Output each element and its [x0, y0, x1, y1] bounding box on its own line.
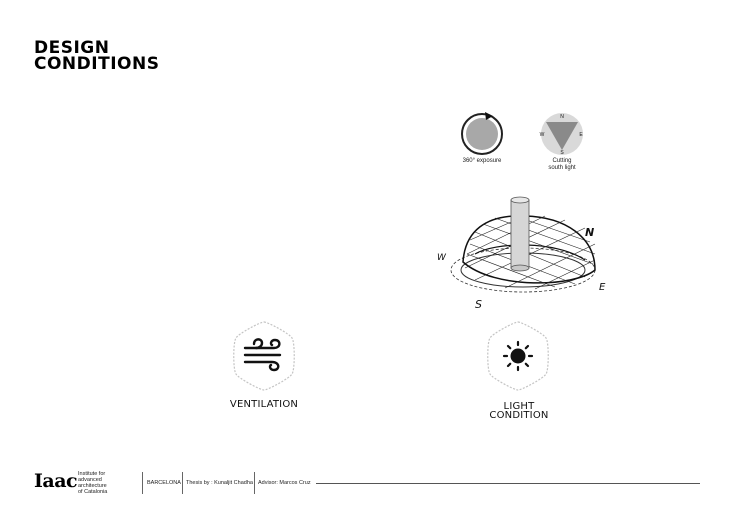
compass-triangle-icon — [537, 110, 587, 160]
institute-line-3: architecture — [78, 483, 107, 489]
model-west: W — [437, 253, 446, 263]
footer — [0, 470, 730, 500]
model-north: N — [585, 226, 595, 239]
compass-n: N — [560, 114, 564, 120]
light-condition-label — [469, 402, 569, 420]
institute-line-4: of Catalonia — [78, 489, 108, 495]
institute-text — [78, 471, 107, 495]
light-label-line-1: LIGHT — [503, 401, 535, 412]
model-east: E — [599, 282, 606, 293]
ventilation-label: VENTILATION — [229, 399, 299, 410]
institute-line-1: Institute for — [78, 471, 106, 477]
south-label-line-2: south light — [548, 165, 576, 171]
iaac-logo: Iaac — [34, 470, 78, 492]
compass-e: E — [579, 132, 583, 138]
model-south: S — [475, 298, 482, 311]
thesis-text: Thesis by : Kunaljit Chadha — [186, 480, 253, 486]
title-line-1: DESIGN — [34, 38, 110, 58]
gridshell-model-illustration — [435, 192, 615, 312]
wind-icon — [245, 339, 280, 370]
light-condition-hexagon — [484, 320, 552, 392]
institute-line-2: advanced — [78, 477, 102, 483]
light-label-line-2: CONDITION — [489, 410, 549, 421]
page-title — [34, 40, 159, 72]
south-label-line-1: Cutting — [552, 158, 572, 164]
footer-rule — [316, 483, 700, 484]
title-line-2: CONDITIONS — [34, 54, 160, 74]
circular-arrow-icon — [457, 110, 507, 160]
footer-divider-3 — [254, 472, 255, 494]
advisor-text: Advisor: Marcos Cruz — [258, 480, 311, 486]
south-light-label — [530, 158, 594, 172]
exposure-label: 360° exposure — [462, 158, 502, 164]
sun-icon — [504, 342, 532, 370]
ventilation-hexagon — [230, 320, 298, 392]
city-text: BARCELONA — [147, 480, 181, 486]
footer-divider-1 — [142, 472, 143, 494]
compass-w: W — [539, 132, 545, 138]
compass-s: S — [560, 150, 564, 156]
footer-divider-2 — [182, 472, 183, 494]
